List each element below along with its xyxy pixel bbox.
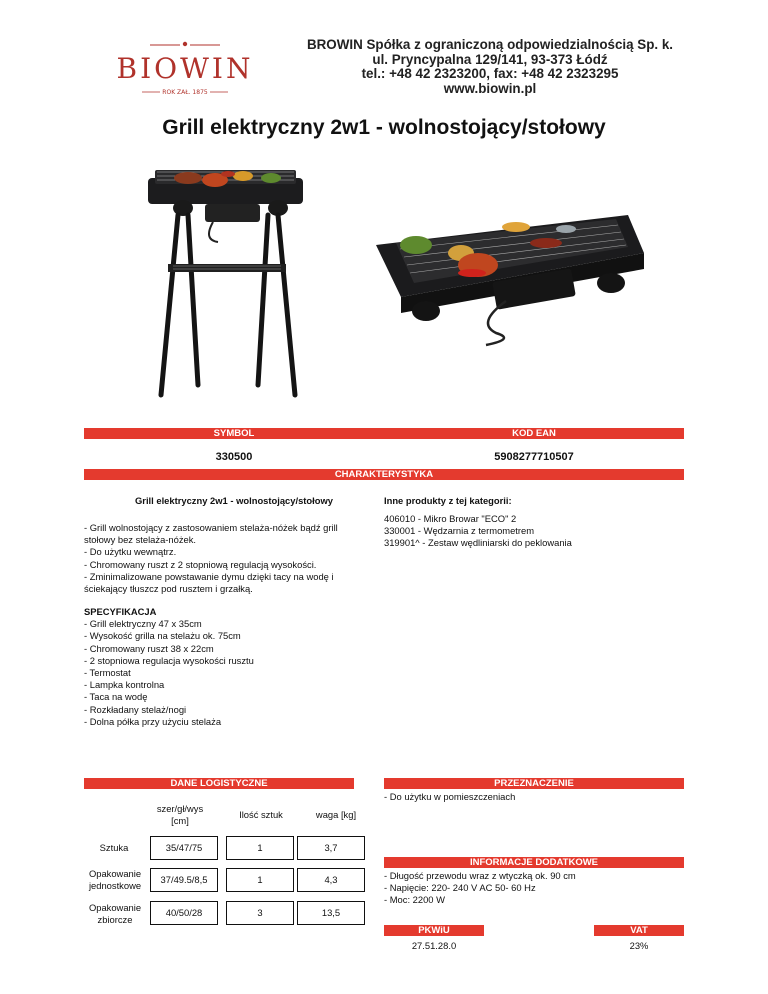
company-info [300,38,680,96]
extra-info-item: - Moc: 2200 W [384,894,445,906]
pkwiu-header: PKWiU [384,925,484,936]
company-phone: tel.: +48 42 2323200, fax: +48 42 2323295 [361,66,619,81]
cell-dims: 40/50/28 [150,901,218,925]
company-name: BROWIN Spółka z ograniczoną odpowiedzialnością Sp. k. [306,37,674,52]
row-label-bulk-pack [82,902,148,926]
related-item: 319901^ - Zestaw wędliniarski do peklowania [384,537,572,549]
row-label-unit-pack [82,868,148,892]
spec-item: - Termostat [84,667,131,679]
purpose-text: - Do użytku w pomieszczeniach [384,791,516,802]
related-item: 330001 - Wędzarnia z termometrem [384,525,535,537]
pkwiu-value: 27.51.28.0 [411,940,457,951]
company-website: www.biowin.pl [443,80,537,96]
product-title: Grill elektryczny 2w1 - wolnostojący/stołowy [162,116,606,139]
spec-item: - 2 stopniowa regulacja wysokości rusztu [84,654,254,666]
symbol-label: SYMBOL [213,428,255,439]
spec-item: - Rozkładany stelaż/nogi [84,703,187,715]
product-photo-table [366,205,648,355]
related-title: Inne produkty z tej kategorii: [384,495,512,506]
logistics-header: DANE LOGISTYCZNE [84,778,354,789]
characteristics-header: CHARAKTERYSTYKA [84,469,684,480]
cell-qty: 3 [226,901,294,925]
product-photo-standing [143,160,308,400]
cell-weight: 3,7 [297,836,365,860]
col-weight-header: waga [kg] [315,809,357,820]
spec-item: - Chromowany ruszt 38 x 22cm [84,642,214,654]
col-dims-line1: szer/gł/wys [156,803,204,814]
cell-weight: 4,3 [297,868,365,892]
vat-header: VAT [594,925,684,936]
description-line: - Zminimalizowane powstawanie dymu dzięki tacy na wodę i [84,570,334,582]
description-line: stołowy bez stelaża-nóżek. [84,534,197,546]
spec-item: - Taca na wodę [84,691,148,703]
col-qty-header: Ilość sztuk [239,809,283,820]
company-address: ul. Pryncypalna 129/141, 93-373 Łódź [372,51,608,67]
row-label-piece: Sztuka [99,842,129,853]
related-products [384,513,684,550]
description-line: ściekający tłuszcz pod rusztem i grzałką. [84,583,253,595]
purpose-header: PRZEZNACZENIE [384,778,684,789]
spec-item: - Lampka kontrolna [84,679,165,691]
spec-item: - Dolna półka przy użyciu stelaża [84,715,222,727]
specification [84,606,374,728]
related-item: 406010 - Mikro Browar "ECO" 2 [384,513,517,524]
description-line: - Chromowany ruszt z 2 stopniową regulacją wysokości. [84,558,317,570]
col-dims-header [145,803,215,827]
vat-value: 23% [629,940,649,951]
extra-info-item: - Długość przewodu wraz z wtyczką ok. 90 cm [384,870,576,881]
spec-item: - Grill elektryczny 47 x 35cm [84,618,202,630]
ean-value: 5908277710507 [494,451,574,463]
logo-tagline: ROK ZAŁ. 1875 [162,89,208,96]
col-dims-line2: [cm] [171,815,189,826]
cell-dims: 35/47/75 [150,836,218,860]
description-line: - Grill wolnostojący z zastosowaniem stelaża-nóżek bądź grill [84,522,338,533]
spec-item: - Wysokość grilla na stelażu ok. 75cm [84,630,241,642]
spec-title: SPECYFIKACJA [84,606,157,617]
logo-wordmark: BIOWIN [116,52,254,85]
cell-qty: 1 [226,836,294,860]
description-line: - Do użytku wewnątrz. [84,546,177,558]
symbol-value: 330500 [215,451,253,463]
extra-info [384,870,684,907]
product-name: Grill elektryczny 2w1 - wolnostojący/stołowy [135,495,333,506]
product-description [84,522,374,595]
row-label-line1: Opakowanie [88,868,142,879]
ean-label: KOD EAN [512,428,556,439]
brand-logo [100,36,270,100]
extra-info-header: INFORMACJE DODATKOWE [384,857,684,868]
row-label-line1: Opakowanie [88,902,142,913]
cell-qty: 1 [226,868,294,892]
extra-info-item: - Napięcie: 220- 240 V AC 50- 60 Hz [384,882,536,894]
cell-dims: 37/49.5/8,5 [150,868,218,892]
row-label-line2: jednostkowe [88,880,142,891]
row-label-line2: zbiorcze [97,914,133,925]
cell-weight: 13,5 [297,901,365,925]
